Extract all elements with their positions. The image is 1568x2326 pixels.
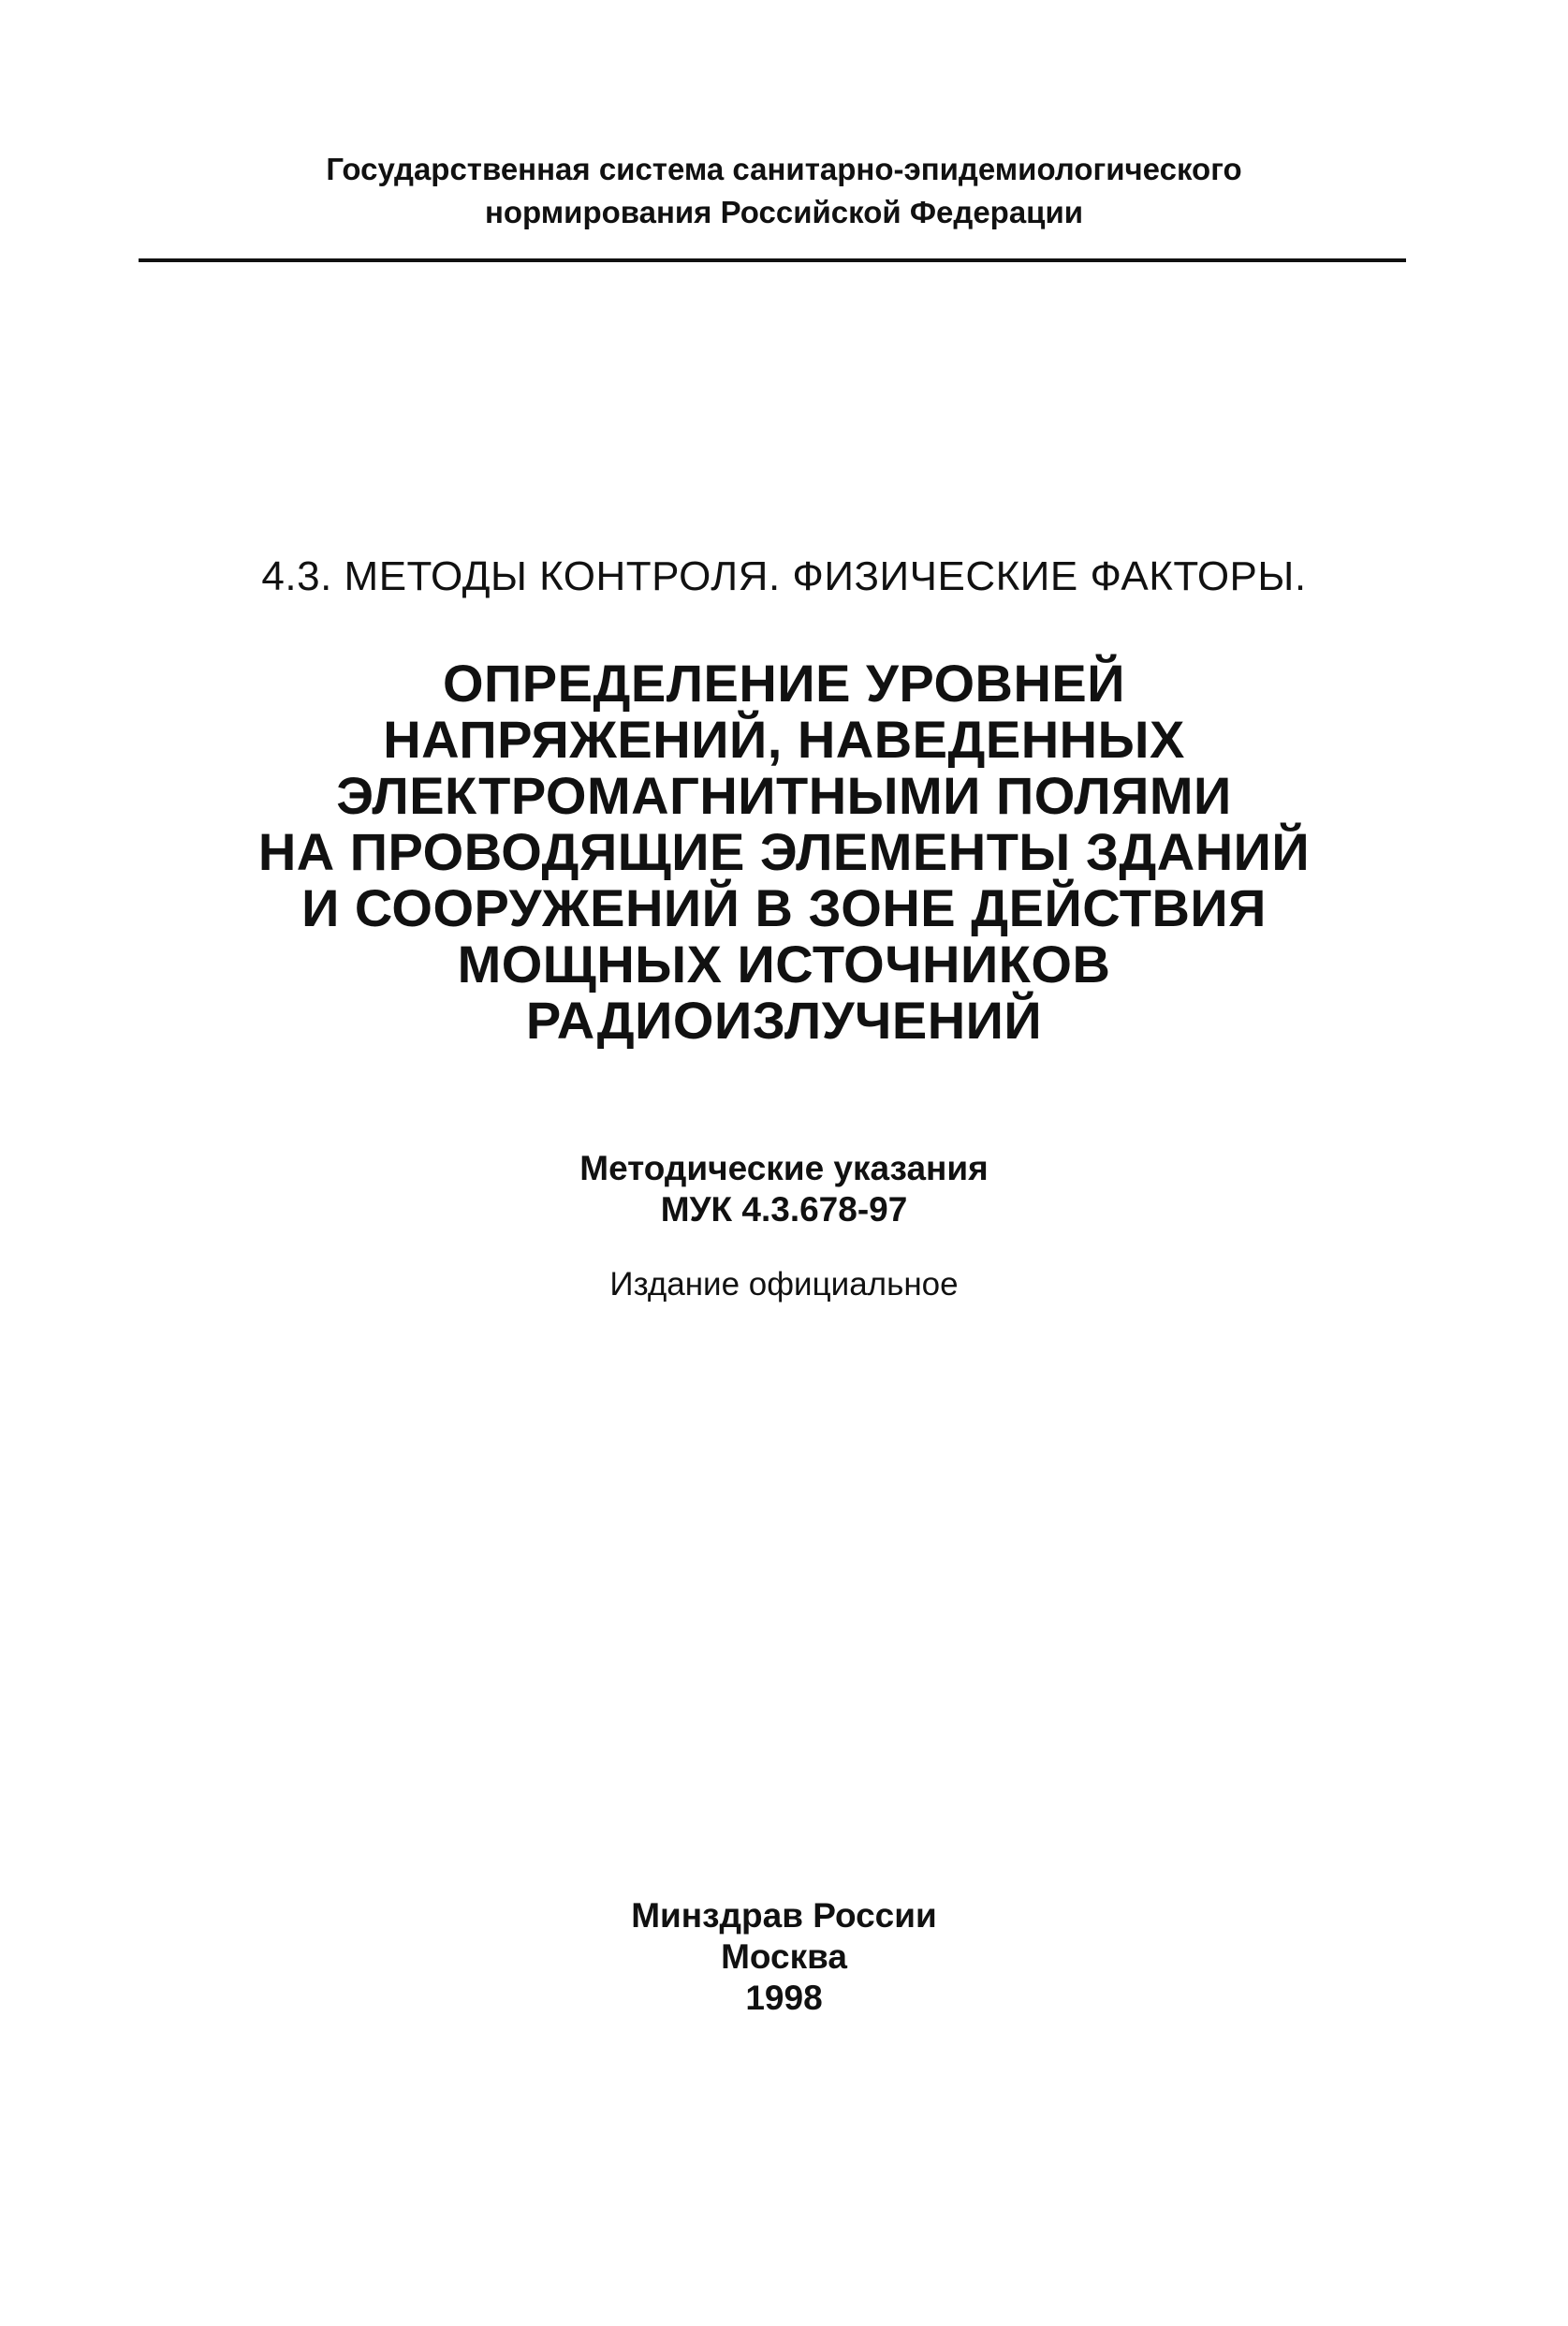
publisher-city: Москва bbox=[721, 1937, 847, 1976]
document-code: МУК 4.3.678-97 bbox=[660, 1190, 908, 1229]
document-type-block bbox=[0, 1148, 1568, 1230]
header-line-2: нормирования Российской Федерации bbox=[484, 195, 1084, 229]
series-heading: 4.3. МЕТОДЫ КОНТРОЛЯ. ФИЗИЧЕСКИЕ ФАКТОРЫ. bbox=[261, 553, 1307, 599]
publisher-block bbox=[0, 1895, 1568, 2019]
title-line-4: НА ПРОВОДЯЩИЕ ЭЛЕМЕНТЫ ЗДАНИЙ bbox=[257, 822, 1311, 881]
publisher-org: Минздрав России bbox=[631, 1896, 937, 1935]
title-line-3: ЭЛЕКТРОМАГНИТНЫМИ ПОЛЯМИ bbox=[336, 766, 1232, 825]
title-line-5: И СООРУЖЕНИЙ В ЗОНЕ ДЕЙСТВИЯ bbox=[301, 878, 1267, 937]
title-line-6: МОЩНЫХ ИСТОЧНИКОВ bbox=[457, 935, 1111, 994]
issuing-system-header bbox=[0, 148, 1568, 234]
edition-note: Издание официальное bbox=[609, 1266, 959, 1303]
document-kind: Методические указания bbox=[579, 1149, 989, 1187]
document-title bbox=[0, 655, 1568, 1049]
title-line-1: ОПРЕДЕЛЕНИЕ УРОВНЕЙ bbox=[443, 654, 1125, 713]
header-line-1: Государственная система санитарно-эпидемиологического bbox=[326, 152, 1242, 186]
title-line-2: НАПРЯЖЕНИЙ, НАВЕДЕННЫХ bbox=[383, 710, 1185, 769]
publication-year: 1998 bbox=[745, 1979, 823, 2017]
header-divider bbox=[139, 258, 1406, 262]
title-line-7: РАДИОИЗЛУЧЕНИЙ bbox=[525, 991, 1043, 1050]
